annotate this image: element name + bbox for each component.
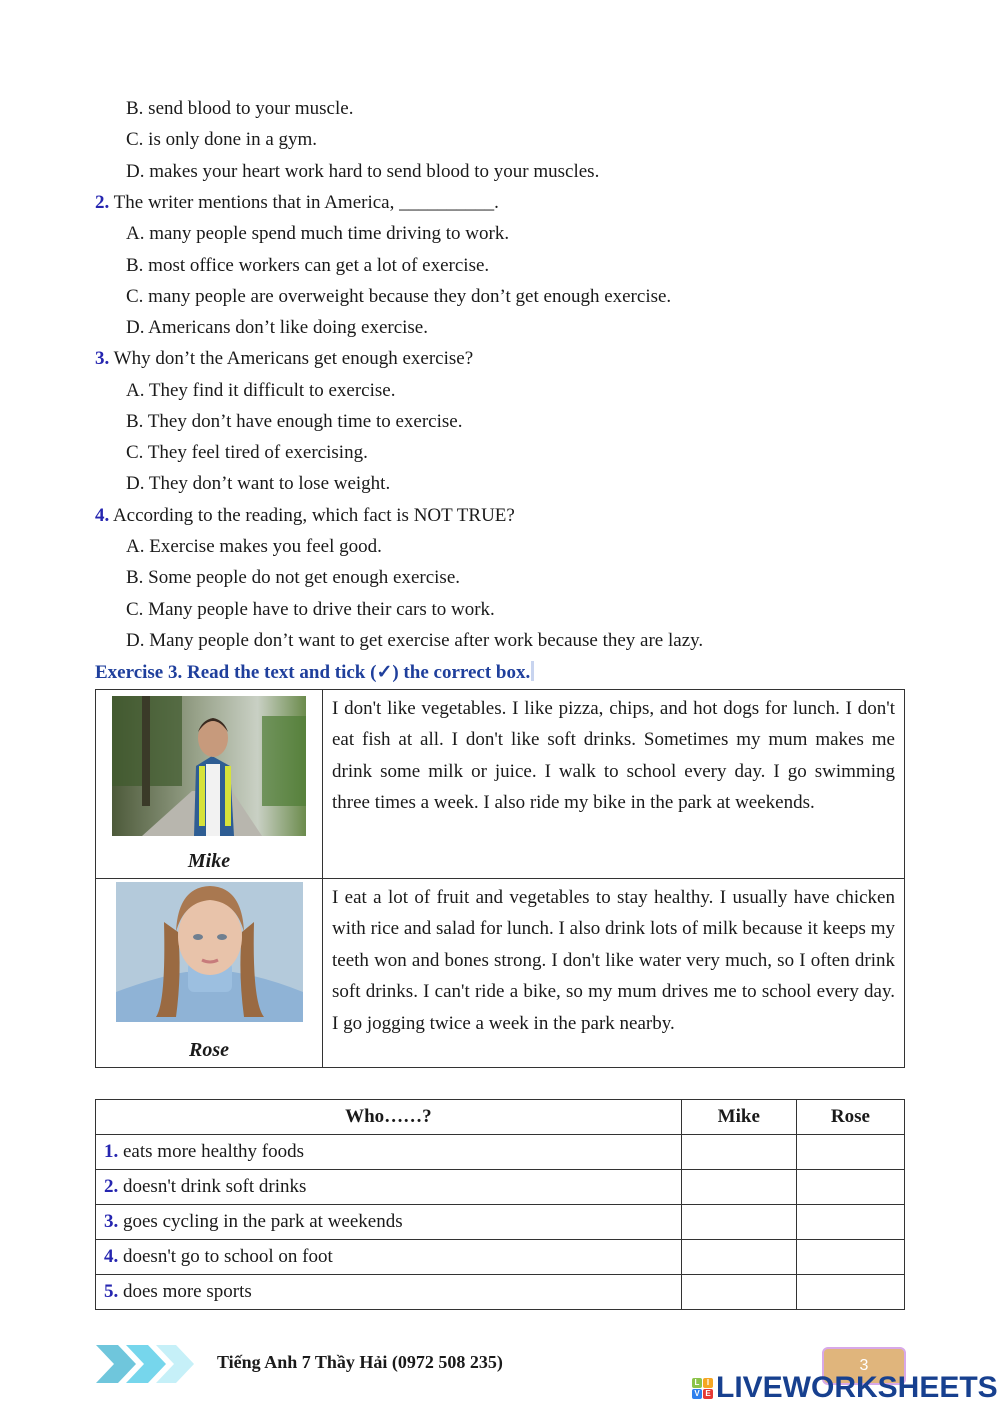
header-mike: Mike bbox=[681, 1100, 796, 1135]
statement-text: eats more healthy foods bbox=[123, 1141, 304, 1162]
exercise-3-title-text: Exercise 3. Read the text and tick (✓) the correct box. bbox=[95, 662, 531, 683]
q4-option-b: B. Some people do not get enough exercise. bbox=[126, 567, 461, 588]
statement-cell bbox=[96, 1240, 682, 1275]
header-who: Who……? bbox=[96, 1100, 682, 1135]
photo-cell bbox=[96, 690, 323, 879]
tick-box-mike[interactable] bbox=[681, 1135, 796, 1170]
q1-option-c: C. is only done in a gym. bbox=[126, 129, 318, 150]
liveworksheets-logo[interactable] bbox=[692, 1373, 998, 1403]
statement-number: 2. bbox=[104, 1176, 119, 1197]
person-row-rose bbox=[96, 879, 905, 1068]
statement-number: 1. bbox=[104, 1141, 119, 1162]
statement-text: does more sports bbox=[123, 1281, 252, 1302]
logo-letter: I bbox=[703, 1378, 713, 1388]
logo-letter: L bbox=[692, 1378, 702, 1388]
q3-option-d: D. They don’t want to lose weight. bbox=[126, 473, 391, 494]
person-name: Rose bbox=[189, 1039, 229, 1061]
tick-box-mike[interactable] bbox=[681, 1275, 796, 1310]
question-number: 3. bbox=[95, 348, 110, 369]
person-text: I eat a lot of fruit and vegetables to stay healthy. I usually have chicken with rice and salad for lunch. I also drink lots of milk because it keeps my teeth won and bones strong. I don't like water very much, so I often drink soft drinks. I can't ride a bike, so my mum drives me to school every day. I go jogging twice a week in the park nearby. bbox=[323, 879, 905, 1068]
statement-text: doesn't drink soft drinks bbox=[123, 1176, 307, 1197]
person-row-mike bbox=[96, 690, 905, 879]
boy-with-backpack-photo bbox=[112, 696, 306, 836]
q2-option-c: C. many people are overweight because they don’t get enough exercise. bbox=[126, 286, 672, 307]
text-cursor bbox=[531, 661, 534, 681]
person-name: Mike bbox=[187, 850, 231, 872]
q3-option-a: A. They find it difficult to exercise. bbox=[126, 380, 396, 401]
tick-box-rose[interactable] bbox=[796, 1240, 904, 1275]
statement-number: 4. bbox=[104, 1246, 119, 1267]
table-row bbox=[96, 1135, 905, 1170]
q1-option-d: D. makes your heart work hard to send blood to your muscles. bbox=[126, 161, 600, 182]
statement-cell bbox=[96, 1205, 682, 1240]
q4-option-d: D. Many people don’t want to get exercise after work because they are lazy. bbox=[126, 630, 704, 651]
q2-option-a: A. many people spend much time driving to work. bbox=[126, 223, 510, 244]
question-text: Why don’t the Americans get enough exercise? bbox=[113, 348, 474, 369]
tick-box-mike[interactable] bbox=[681, 1205, 796, 1240]
tick-box-rose[interactable] bbox=[796, 1170, 904, 1205]
who-table-header bbox=[96, 1100, 905, 1135]
logo-letter: E bbox=[703, 1389, 713, 1399]
people-table bbox=[95, 689, 905, 1068]
table-row bbox=[96, 1275, 905, 1310]
footer-author-text: Tiếng Anh 7 Thầy Hải (0972 508 235) bbox=[217, 1352, 503, 1372]
photo-cell bbox=[96, 879, 323, 1068]
statement-cell bbox=[96, 1275, 682, 1310]
tick-box-mike[interactable] bbox=[681, 1170, 796, 1205]
question-2 bbox=[95, 191, 499, 215]
statement-number: 5. bbox=[104, 1281, 119, 1302]
table-row bbox=[96, 1170, 905, 1205]
statement-text: goes cycling in the park at weekends bbox=[123, 1211, 403, 1232]
chevron-arrows-icon bbox=[96, 1343, 196, 1390]
statement-text: doesn't go to school on foot bbox=[123, 1246, 333, 1267]
statement-number: 3. bbox=[104, 1211, 119, 1232]
statement-cell bbox=[96, 1135, 682, 1170]
girl-in-blue-sweater-photo bbox=[116, 882, 303, 1022]
table-row bbox=[96, 1240, 905, 1275]
q3-option-b: B. They don’t have enough time to exercise. bbox=[126, 411, 463, 432]
tick-box-mike[interactable] bbox=[681, 1240, 796, 1275]
exercise-3-title bbox=[95, 661, 534, 685]
page-number-badge: 3 bbox=[822, 1347, 906, 1385]
q1-option-b: B. send blood to your muscle. bbox=[126, 98, 354, 119]
question-number: 2. bbox=[95, 192, 110, 213]
tick-box-rose[interactable] bbox=[796, 1205, 904, 1240]
q4-option-a: A. Exercise makes you feel good. bbox=[126, 536, 382, 557]
question-4 bbox=[95, 504, 515, 528]
question-3 bbox=[95, 347, 473, 371]
logo-letter: V bbox=[692, 1389, 702, 1399]
q2-option-d: D. Americans don’t like doing exercise. bbox=[126, 317, 428, 338]
person-text: I don't like vegetables. I like pizza, chips, and hot dogs for lunch. I don't eat fish at all. I don't like soft drinks. Sometimes my mum makes me drink some milk or juice. I walk to school every day. I go swimming three times a week. I also ride my bike in the park at weekends. bbox=[323, 690, 905, 879]
tick-box-rose[interactable] bbox=[796, 1135, 904, 1170]
header-rose: Rose bbox=[796, 1100, 904, 1135]
who-table bbox=[95, 1099, 905, 1310]
q4-option-c: C. Many people have to drive their cars to work. bbox=[126, 599, 495, 620]
table-row bbox=[96, 1205, 905, 1240]
statement-cell bbox=[96, 1170, 682, 1205]
question-number: 4. bbox=[95, 505, 110, 526]
q2-option-b: B. most office workers can get a lot of exercise. bbox=[126, 255, 490, 276]
live-blocks-icon bbox=[692, 1378, 713, 1399]
question-text: The writer mentions that in America, __________. bbox=[113, 192, 499, 213]
q3-option-c: C. They feel tired of exercising. bbox=[126, 442, 368, 463]
liveworksheets-wordmark: LIVEWORKSHEETS bbox=[716, 1371, 998, 1404]
question-text: According to the reading, which fact is NOT TRUE? bbox=[112, 505, 515, 526]
tick-box-rose[interactable] bbox=[796, 1275, 904, 1310]
